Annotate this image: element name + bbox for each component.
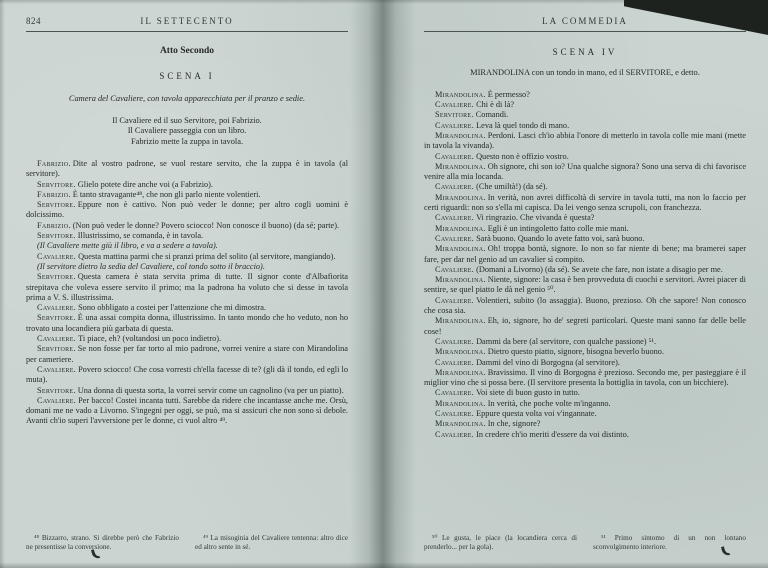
line-text: Perdoni. Lasci ch'io abbia l'onore di metterlo in tavola colle mie mani (mette in tavola la vivanda).	[424, 130, 746, 151]
speaker-name: Servitore.	[37, 344, 76, 354]
line-text: Dammi del vino di Borgogna (al servitore).	[476, 357, 620, 367]
line-text: È permesso?	[487, 89, 530, 99]
line-text: In credere ch'io meriti d'essere da voi distinto.	[476, 429, 629, 439]
line-text: (Domani a Livorno) (da sé). Se avete che fare, non istate a disagio per me.	[476, 264, 723, 274]
line-text: Egli è un intingoletto fatto colle mie mani.	[487, 223, 629, 233]
dialogue-line	[424, 90, 746, 100]
speaker-name: Cavaliere.	[435, 233, 475, 243]
speaker-name: Servitore.	[37, 385, 76, 395]
speaker-name: Cavaliere.	[435, 429, 475, 439]
cast-line	[26, 137, 348, 148]
speaker-name: Cavaliere.	[435, 264, 475, 274]
right-header-rule	[424, 31, 746, 32]
cast-line	[424, 68, 746, 79]
right-running-title: LA COMMEDIA	[542, 16, 628, 26]
dialogue-line	[424, 430, 746, 440]
left-running-title: IL SETTECENTO	[140, 16, 234, 26]
speaker-name: Mirandolina.	[435, 398, 486, 408]
dialogue-line	[424, 337, 746, 347]
line-text: Dietro questo piatto, signore, bisogna beverlo buono.	[487, 347, 664, 357]
dialogue-line	[424, 152, 746, 162]
speaker-name: Servitore.	[37, 313, 76, 323]
dialogue-line	[26, 180, 348, 190]
dialogue-line	[424, 399, 746, 409]
dialogue-line	[424, 234, 746, 244]
dialogue-line	[424, 275, 746, 296]
dialogue-line	[26, 386, 348, 396]
dialogue-line	[26, 344, 348, 365]
speaker-name: Cavaliere.	[435, 357, 475, 367]
dialogue-line	[26, 241, 348, 251]
speaker-name: Cavaliere.	[435, 388, 475, 398]
line-text: In che, signore?	[487, 419, 541, 429]
right-footnotes	[424, 534, 746, 552]
speaker-name: Servitore.	[37, 179, 76, 189]
speaker-name: Cavaliere.	[435, 120, 475, 130]
line-text: Oh! troppa bontà, signore. Io non so far niente di bene; ma bramerei saper fare, per dar nel genio ad un cavalier sì compito.	[424, 244, 746, 264]
right-cast-lines	[424, 68, 746, 79]
line-text: Vi ringrazio. Che vivanda è questa?	[476, 213, 595, 223]
speaker-name: Mirandolina.	[435, 347, 486, 357]
dialogue-line	[424, 110, 746, 120]
speaker-name: Fabrizio.	[37, 189, 71, 199]
speaker-name: Cavaliere.	[435, 213, 475, 223]
dialogue-line	[424, 388, 746, 398]
line-text: Leva là quel tondo di mano.	[476, 120, 570, 130]
speaker-name: Cavaliere.	[37, 395, 77, 405]
dialogue-line	[424, 265, 746, 275]
line-text: In verità, non avrei difficoltà di servire in tavola tutti, ma non lo faccio per certi riguardi: non so s'ella mi capisca. Da lei vengo senza scrupoli, con franchezza.	[424, 192, 746, 213]
speaker-name: Mirandolina.	[435, 316, 486, 326]
dialogue-line	[26, 365, 348, 386]
speaker-name: Mirandolina.	[435, 89, 486, 99]
line-text: Questo non è offizio vostro.	[476, 151, 569, 161]
dialogue-line	[26, 231, 348, 241]
dialogue-line	[424, 347, 746, 357]
speaker-name: Cavaliere.	[435, 151, 475, 161]
line-text: È tanto stravagante⁴⁸, che non gli parlo niente volentieri.	[72, 189, 261, 199]
line-text: Volentieri, subito (lo assaggia). Buono, prezioso. Oh che sapore! Non conosco che cosa sia.	[424, 295, 746, 316]
line-text: Se non fosse per far torto al mio padrone, vorrei venire a stare con Mirandolina per cameriere.	[26, 344, 348, 364]
dialogue-line	[424, 182, 746, 192]
footnote	[424, 534, 577, 552]
dialogue-line	[26, 313, 348, 334]
book-gutter-shadow	[350, 0, 416, 568]
line-text: Dammi da bere (al servitore, con qualche passione) ⁵¹.	[476, 336, 657, 346]
dialogue-line	[26, 303, 348, 313]
left-page-header	[26, 16, 348, 28]
left-page-number: 824	[26, 16, 41, 26]
line-text: Eppure non è cattivo. Non può veder le donne; per altro cogli uomini è dolcissimo.	[26, 200, 348, 220]
line-text: Bravissimo. Il vino di Borgogna è prezioso. Secondo me, per pasteggiare è il miglior vino che si possa bere. (Il servitore presenta la bottiglia in tavola, con un bicchiere).	[424, 367, 746, 388]
speaker-name: Servitore.	[37, 272, 76, 282]
line-text: In verità, che poche volte m'inganno.	[487, 398, 611, 408]
line-text: Dite al vostro padrone, se vuol restare servito, che la zuppa è in tavola (al servitore).	[26, 158, 348, 179]
line-text: Chi è di là?	[476, 100, 515, 110]
speaker-name: Cavaliere.	[435, 100, 475, 110]
dialogue-line	[26, 262, 348, 272]
speaker-name: Cavaliere.	[37, 334, 77, 344]
dialogue-line	[26, 396, 348, 427]
speaker-name: Cavaliere.	[37, 303, 77, 313]
line-text: Per bacco! Costei incanta tutti. Sarebbe da ridere che incantasse anche me. Orsù, domani me ne vado a Livorno. S'ingegni per oggi, se può, ma si assicuri che non sono sì debole. Avanti ch'io superi l'avversione per le donne, ci vuol altro ⁴⁹.	[26, 395, 348, 426]
line-text: Questa camera è stata servita prima di tutte. Il signor conte d'Albafiorita strepitava che voleva essere servito il primo; ma la padrona ha voluto che si desse in tavola prima a V. S. illustrissima.	[26, 272, 348, 302]
speaker-name: Mirandolina.	[435, 130, 486, 140]
line-text: Ti piace, eh? (voltandosi un poco indietro).	[78, 334, 222, 344]
line-text: Eppure questa volta voi v'ingannate.	[476, 409, 597, 418]
speaker-name: Cavaliere.	[435, 336, 475, 346]
left-header-rule	[26, 31, 348, 32]
speaker-name: Mirandolina.	[435, 275, 486, 285]
scan-edge-bottom	[0, 562, 768, 568]
footnote	[195, 534, 348, 552]
line-text: Sono obbligato a costei per l'attenzione che mi dimostra.	[78, 303, 266, 313]
dialogue-line	[26, 272, 348, 303]
right-page	[424, 16, 746, 554]
line-text: Glielo potete dire anche voi (a Fabrizio).	[77, 179, 213, 189]
line-text: Sarà buono. Quando lo avete fatto voi, sarà buono.	[476, 233, 645, 243]
speaker-name: Servitore.	[37, 231, 76, 241]
line-text: (Il servitore dietro la sedia del Cavaliere, col tondo sotto il braccio).	[37, 261, 265, 271]
dialogue-line	[424, 296, 746, 317]
right-dialogue	[424, 90, 746, 440]
dialogue-line	[26, 252, 348, 262]
speaker-name: Fabrizio.	[37, 158, 71, 168]
dialogue-line	[424, 368, 746, 389]
footnote-text: ⁴⁹ La misoginia del Cavaliere tentenna: altro dice ed altro sente in sé.	[195, 534, 348, 552]
dialogue-line	[424, 121, 746, 131]
scan-edge-top	[0, 0, 768, 4]
speaker-name: Servitore.	[435, 110, 474, 120]
setting-description: Camera del Cavaliere, con tavola apparecchiata per il pranzo e sedie.	[68, 94, 306, 103]
speaker-name: Mirandolina.	[435, 161, 486, 171]
speaker-name: Cavaliere.	[435, 182, 475, 192]
footnote	[26, 534, 179, 552]
left-dialogue	[26, 159, 348, 427]
dialogue-line	[424, 419, 746, 429]
cast-line-text: Il Cavaliere passeggia con un libro.	[127, 126, 247, 136]
cast-line-text: MIRANDOLINA con un tondo in mano, ed il SERVITORE, e detto.	[470, 68, 700, 77]
dialogue-line	[424, 213, 746, 223]
line-text: (Non può veder le donne? Povero sciocco! Non conosce il buono) (da sé; parte).	[72, 220, 340, 230]
speaker-name: Mirandolina.	[435, 192, 486, 202]
dialogue-line	[424, 162, 746, 183]
line-text: Questa mattina parmi che si pranzi prima del solito (al servitore, mangiando).	[78, 251, 336, 261]
line-text: Povero sciocco! Che cosa vorresti ch'ella facesse di te? (gli dà il tondo, ed egli lo muta).	[26, 364, 348, 385]
speaker-name: Cavaliere.	[37, 364, 77, 374]
dialogue-line	[26, 159, 348, 180]
dialogue-line	[424, 409, 746, 419]
line-text: Eh, io, signore, ho de' segreti particolari. Queste mani sanno far delle belle cose!	[424, 316, 746, 336]
footnote-text: ⁴⁸ Bizzarro, strano. Si direbbe però che Fabrizio ne presentisse la conversione.	[26, 534, 179, 552]
left-scene-heading: SCENA I	[159, 71, 215, 81]
speaker-name: Mirandolina.	[435, 419, 486, 429]
speaker-name: Cavaliere.	[435, 409, 475, 418]
speaker-name: Cavaliere.	[37, 251, 77, 261]
line-text: (Il Cavaliere mette giù il libro, e va a sedere a tavola).	[37, 241, 218, 251]
dialogue-line	[424, 193, 746, 214]
cast-line-text: Il Cavaliere ed il suo Servitore, poi Fabrizio.	[112, 115, 262, 125]
dialogue-line	[26, 190, 348, 200]
dialogue-line	[26, 334, 348, 344]
dialogue-line	[424, 358, 746, 368]
line-text: Illustrissimo, se comanda, è in tavola.	[77, 231, 204, 241]
act-heading: Atto Secondo	[159, 46, 215, 56]
dialogue-line	[26, 200, 348, 221]
dialogue-line	[26, 221, 348, 231]
right-scene-heading: SCENA IV	[552, 47, 618, 57]
scan-edge-left	[0, 0, 5, 568]
left-footnotes	[26, 534, 348, 552]
cast-line	[26, 116, 348, 127]
dialogue-line	[424, 316, 746, 337]
cast-line-text: Fabrizio mette la zuppa in tavola.	[130, 137, 244, 147]
footnote-text: ⁵¹ Primo sintomo di un non lontano sconvolgimento interiore.	[593, 534, 746, 552]
dialogue-line	[424, 100, 746, 110]
left-page	[26, 16, 348, 554]
speaker-name: Mirandolina.	[435, 223, 486, 233]
dialogue-line	[424, 244, 746, 265]
line-text: È una assai compita donna, illustrissimo. In tanto mondo che ho veduto, non ho trovato una locandiera più garbata di questa.	[26, 313, 348, 333]
footnote-text: ⁵⁰ Le gusta, le piace (la locandiera cerca di prenderlo... per la gola).	[424, 534, 577, 552]
left-cast-lines	[26, 116, 348, 148]
speaker-name: Fabrizio.	[37, 220, 71, 230]
line-text: Voi siete di buon gusto in tutto.	[476, 388, 580, 398]
dialogue-line	[424, 224, 746, 234]
dialogue-line	[424, 131, 746, 152]
cast-line	[26, 126, 348, 137]
line-text: Niente, signore: la casa è ben provveduta di cuochi e servitori. Avrei piacer di sentire, se quel piatto le dà nel genio ⁵⁰.	[424, 275, 746, 295]
line-text: Oh signore, chi son io? Una qualche signora? Sono una serva di chi favorisce venire alla mia locanda.	[424, 161, 746, 182]
line-text: Una donna di questa sorta, la vorrei servir come un cagnolino (va per un piatto).	[77, 385, 344, 395]
speaker-name: Mirandolina.	[435, 244, 486, 254]
speaker-name: Cavaliere.	[435, 295, 475, 305]
speaker-name: Servitore.	[37, 200, 76, 210]
line-text: Comandi.	[475, 110, 509, 120]
line-text: (Che umiltà!) (da sé).	[476, 182, 548, 192]
speaker-name: Mirandolina.	[435, 367, 486, 377]
